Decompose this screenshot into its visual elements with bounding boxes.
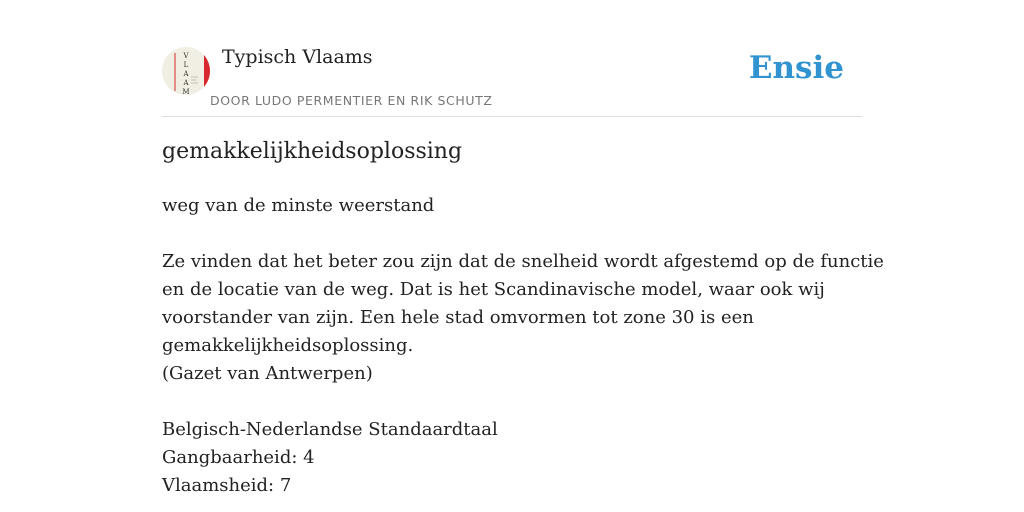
entry-gangbaarheid: Gangbaarheid: 4	[162, 447, 315, 468]
page	[162, 0, 884, 512]
entry-definition: weg van de minste weerstand	[162, 195, 435, 216]
example-source: (Gazet van Antwerpen)	[162, 363, 373, 384]
header	[162, 0, 862, 117]
entry-body	[162, 192, 884, 500]
example-line: gemakkelijkheidsoplossing.	[162, 335, 414, 356]
book-cover-logo[interactable]	[162, 47, 210, 95]
svg-text:A: A	[183, 70, 189, 78]
example-line: en de locatie van de weg. Dat is het Scandinavische model, waar ook wij	[162, 279, 825, 300]
spacer	[162, 388, 862, 416]
brand-logo-link[interactable]: Ensie	[748, 50, 844, 86]
example-line: voorstander van zijn. Een hele stad omvormen tot zone 30 is een	[162, 307, 754, 328]
entry-vlaamsheid: Vlaamsheid: 7	[162, 475, 292, 496]
spacer	[162, 220, 862, 248]
entry-headword: gemakkelijkheidsoplossing	[162, 139, 463, 164]
book-title[interactable]: Typisch Vlaams	[222, 46, 373, 68]
entry-register: Belgisch-Nederlandse Standaardtaal	[162, 419, 498, 440]
svg-text:V: V	[183, 52, 189, 60]
svg-text:M: M	[182, 88, 190, 95]
book-cover-logo-icon	[162, 47, 210, 95]
svg-text:L: L	[183, 61, 189, 69]
example-line: Ze vinden dat het beter zou zijn dat de snelheid wordt afgestemd op de functie	[162, 251, 884, 272]
svg-text:A: A	[183, 79, 189, 87]
book-authors: DOOR LUDO PERMENTIER EN RIK SCHUTZ	[210, 93, 493, 108]
